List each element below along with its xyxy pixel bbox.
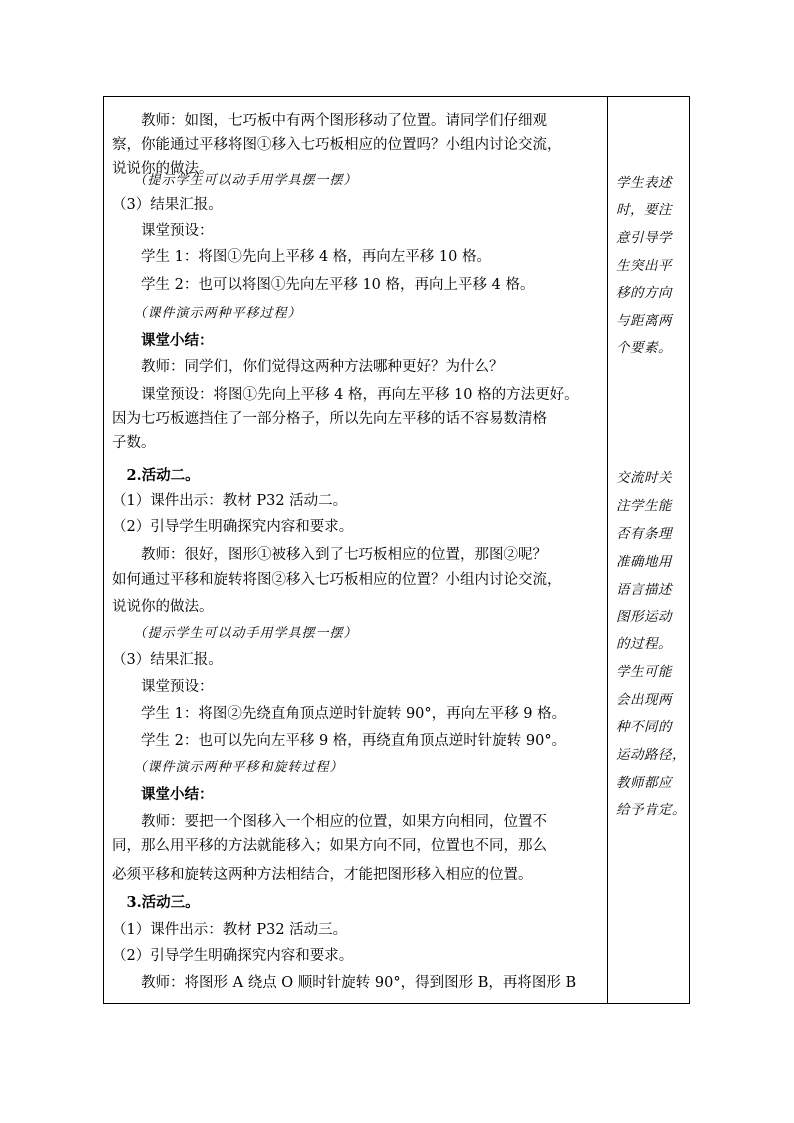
note-line-3: 意引导学 bbox=[616, 230, 672, 246]
column-divider bbox=[607, 96, 608, 1004]
note-line-18: 运动路径， bbox=[616, 747, 686, 763]
note-line-19: 教师都应 bbox=[616, 775, 672, 791]
main-line-10: 课堂小结： bbox=[112, 332, 214, 349]
main-line-1: 教师：如图，七巧板中有两个图形移动了位置。请同学们仔细观 bbox=[112, 113, 547, 129]
note-line-5: 移的方向 bbox=[616, 285, 672, 301]
note-line-4: 生突出平 bbox=[616, 258, 672, 274]
main-line-23: 课堂预设： bbox=[112, 679, 214, 695]
main-line-19: 如何通过平移和旋转将图②移入七巧板相应的位置？小组内讨论交流， bbox=[112, 572, 562, 588]
note-line-11: 准确地用 bbox=[616, 554, 672, 570]
note-line-6: 与距离两 bbox=[616, 313, 672, 329]
main-line-13: 因为七巧板遮挡住了一部分格子，所以先向左平移的话不容易数清格 bbox=[112, 411, 547, 427]
main-line-27: 课堂小结： bbox=[112, 786, 214, 803]
main-line-32: （1）课件出示：教材 P32 活动三。 bbox=[112, 922, 348, 938]
main-line-28: 教师：要把一个图移入一个相应的位置，如果方向相同，位置不 bbox=[112, 814, 547, 830]
note-line-10: 否有条理 bbox=[616, 526, 672, 542]
main-line-24: 学生 1：将图②先绕直角顶点逆时针旋转 90°，再向左平移 9 格。 bbox=[112, 706, 567, 722]
note-line-13: 图形运动 bbox=[616, 609, 672, 625]
main-line-14: 子数。 bbox=[112, 435, 156, 451]
note-line-8: 交流时关 bbox=[616, 470, 672, 486]
main-line-15: 2.活动二。 bbox=[112, 467, 200, 484]
note-line-16: 会出现两 bbox=[616, 692, 672, 708]
note-line-7: 个要素。 bbox=[616, 340, 672, 356]
main-line-26: （课件演示两种平移和旋转过程） bbox=[112, 760, 344, 775]
main-line-31: 3.活动三。 bbox=[112, 894, 200, 911]
main-line-12: 课堂预设：将图①先向上平移 4 格，再向左平移 10 格的方法更好。 bbox=[112, 387, 579, 403]
main-line-29: 同，那么用平移的方法就能移入；如果方向不同，位置也不同，那么 bbox=[112, 838, 547, 854]
main-line-34: 教师：将图形 A 绕点 O 顺时针旋转 90°，得到图形 B，再将图形 B bbox=[112, 975, 577, 991]
note-line-1: 学生表述 bbox=[616, 175, 672, 191]
note-line-17: 种不同的 bbox=[616, 719, 672, 735]
main-line-9: （课件演示两种平移过程） bbox=[112, 306, 302, 321]
note-line-20: 给予肯定。 bbox=[616, 802, 686, 818]
main-line-20: 说说你的做法。 bbox=[112, 599, 214, 615]
note-line-2: 时，要注 bbox=[616, 202, 672, 218]
note-line-12: 语言描述 bbox=[616, 582, 672, 598]
note-line-14: 的过程。 bbox=[616, 636, 672, 652]
main-line-25: 学生 2：也可以先向左平移 9 格，再绕直角顶点逆时针旋转 90°。 bbox=[112, 733, 567, 749]
main-line-7: 学生 1：将图①先向上平移 4 格，再向左平移 10 格。 bbox=[112, 249, 491, 265]
main-line-16: （1）课件出示：教材 P32 活动二。 bbox=[112, 493, 348, 509]
note-line-9: 注学生能 bbox=[616, 498, 672, 514]
main-line-22: （3）结果汇报。 bbox=[112, 652, 223, 668]
main-line-21: （提示学生可以动手用学具摆一摆） bbox=[112, 626, 358, 641]
main-line-17: （2）引导学生明确探究内容和要求。 bbox=[112, 519, 354, 535]
main-line-5: （3）结果汇报。 bbox=[112, 197, 223, 213]
main-line-11: 教师：同学们，你们觉得这两种方法哪种更好？为什么？ bbox=[112, 359, 504, 375]
main-line-8: 学生 2：也可以将图①先向左平移 10 格，再向上平移 4 格。 bbox=[112, 277, 535, 293]
note-line-15: 学生可能 bbox=[616, 664, 672, 680]
main-line-2: 察，你能通过平移将图①移入七巧板相应的位置吗？小组内讨论交流， bbox=[112, 137, 562, 153]
main-line-33: （2）引导学生明确探究内容和要求。 bbox=[112, 948, 354, 964]
main-line-18: 教师：很好，图形①被移入到了七巧板相应的位置，那图②呢？ bbox=[112, 547, 547, 563]
main-line-6: 课堂预设： bbox=[112, 223, 214, 239]
main-line-4: （提示学生可以动手用学具摆一摆） bbox=[112, 173, 358, 188]
main-line-3: 说说你的做法。 bbox=[112, 161, 214, 177]
main-line-30: 必须平移和旋转这两种方法相结合，才能把图形移入相应的位置。 bbox=[112, 867, 533, 883]
